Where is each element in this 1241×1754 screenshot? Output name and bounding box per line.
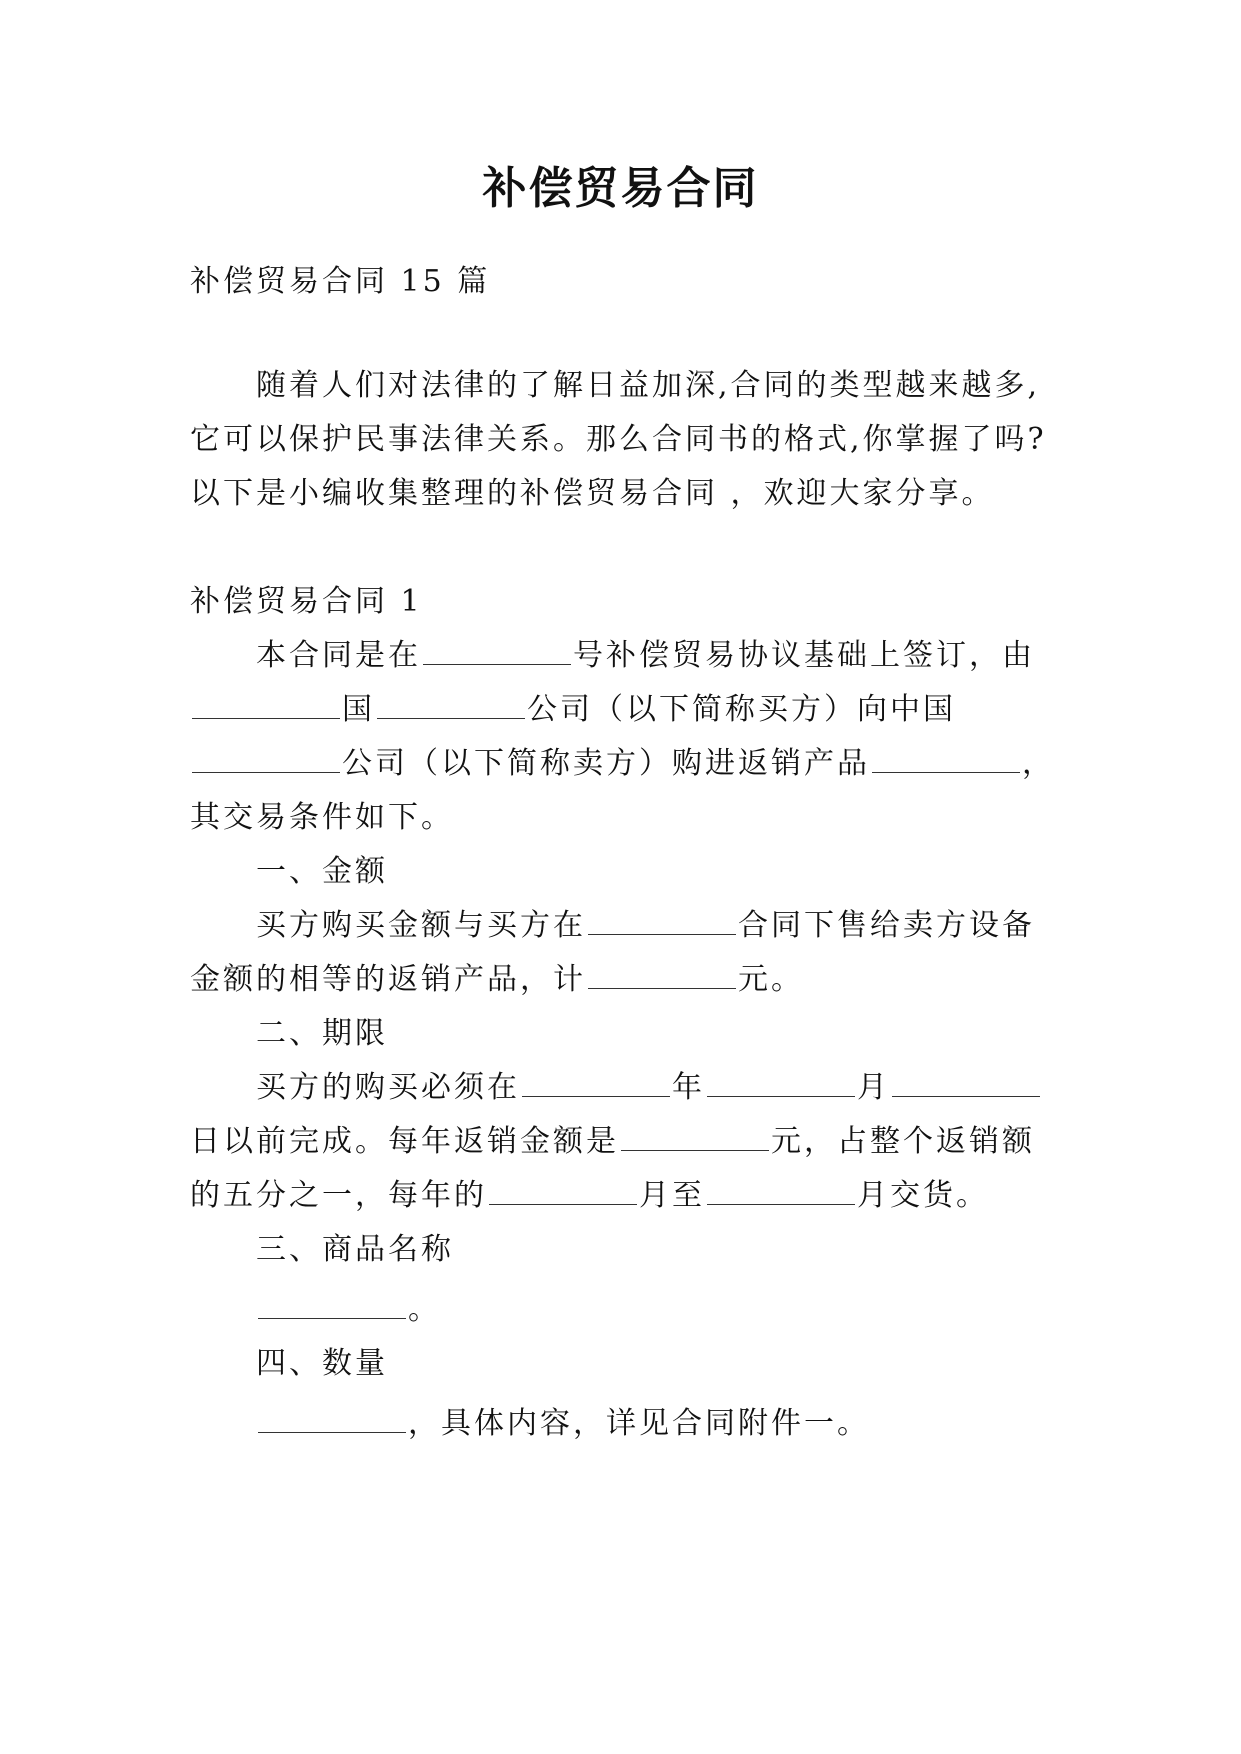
document-title: 补偿贸易合同 <box>482 163 759 214</box>
fill-blank[interactable] <box>258 1292 406 1319</box>
text-span: 国 <box>342 692 375 727</box>
text-span: 月交货。 <box>857 1178 989 1213</box>
text-span: 。 <box>408 1292 441 1327</box>
text-span: 元，占整个返销额 <box>771 1124 1035 1159</box>
fill-blank[interactable] <box>489 1178 637 1205</box>
text-span: ， <box>1022 746 1055 781</box>
fill-blank[interactable] <box>377 692 525 719</box>
text-span: 号补偿贸易协议基础上签订，由 <box>573 638 1035 673</box>
intro-line-1: 随着人们对法律的了解日益加深,合同的类型越来越多, <box>256 368 1041 403</box>
fill-blank[interactable] <box>892 1070 1040 1097</box>
paragraph-line <box>190 960 804 1000</box>
text-span: 合同下售给卖方设备 <box>738 908 1035 943</box>
fill-blank[interactable] <box>707 1178 855 1205</box>
fill-blank[interactable] <box>707 1070 855 1097</box>
fill-blank[interactable] <box>588 908 736 935</box>
clause-heading: 三、商品名称 <box>256 1232 454 1267</box>
clause-heading: 四、数量 <box>256 1346 388 1381</box>
text-span: 日以前完成。每年返销金额是 <box>190 1124 619 1159</box>
clause-heading: 二、期限 <box>256 1016 388 1051</box>
fill-blank[interactable] <box>872 746 1020 773</box>
fill-blank[interactable] <box>192 692 340 719</box>
paragraph-line <box>190 744 1055 784</box>
paragraph-line: 其交易条件如下。 <box>190 800 454 835</box>
paragraph-line <box>256 906 1035 946</box>
paragraph-line <box>256 1404 870 1444</box>
document-subtitle: 补偿贸易合同 15 篇 <box>190 264 491 299</box>
text-span: 公司（以下简称卖方）购进返销产品 <box>342 746 870 781</box>
fill-blank[interactable] <box>423 638 571 665</box>
fill-blank[interactable] <box>588 962 736 989</box>
paragraph-line <box>256 1068 1042 1108</box>
fill-blank[interactable] <box>522 1070 670 1097</box>
fill-blank[interactable] <box>258 1406 406 1433</box>
paragraph-line <box>190 1122 1035 1162</box>
text-span: 月至 <box>639 1178 705 1213</box>
clause-heading: 一、金额 <box>256 854 388 889</box>
section-heading: 补偿贸易合同 1 <box>190 584 423 619</box>
paragraph-line <box>190 1176 989 1216</box>
text-span: 年 <box>672 1070 705 1105</box>
text-span: 公司（以下简称买方）向中国 <box>527 692 956 727</box>
paragraph-line <box>190 690 956 730</box>
paragraph-line <box>256 1290 441 1330</box>
intro-line-2: 它可以保护民事法律关系。那么合同书的格式,你掌握了吗? <box>190 422 1047 457</box>
text-span: 本合同是在 <box>256 638 421 673</box>
fill-blank[interactable] <box>621 1124 769 1151</box>
intro-line-3: 以下是小编收集整理的补偿贸易合同 ，欢迎大家分享。 <box>190 476 995 511</box>
text-span: 的五分之一，每年的 <box>190 1178 487 1213</box>
text-span: 元。 <box>738 962 804 997</box>
text-span: 买方购买金额与买方在 <box>256 908 586 943</box>
fill-blank[interactable] <box>192 746 340 773</box>
paragraph-line <box>256 636 1035 676</box>
text-span: 月 <box>857 1070 890 1105</box>
text-span: 金额的相等的返销产品，计 <box>190 962 586 997</box>
text-span: ，具体内容，详见合同附件一。 <box>408 1406 870 1441</box>
text-span: 买方的购买必须在 <box>256 1070 520 1105</box>
